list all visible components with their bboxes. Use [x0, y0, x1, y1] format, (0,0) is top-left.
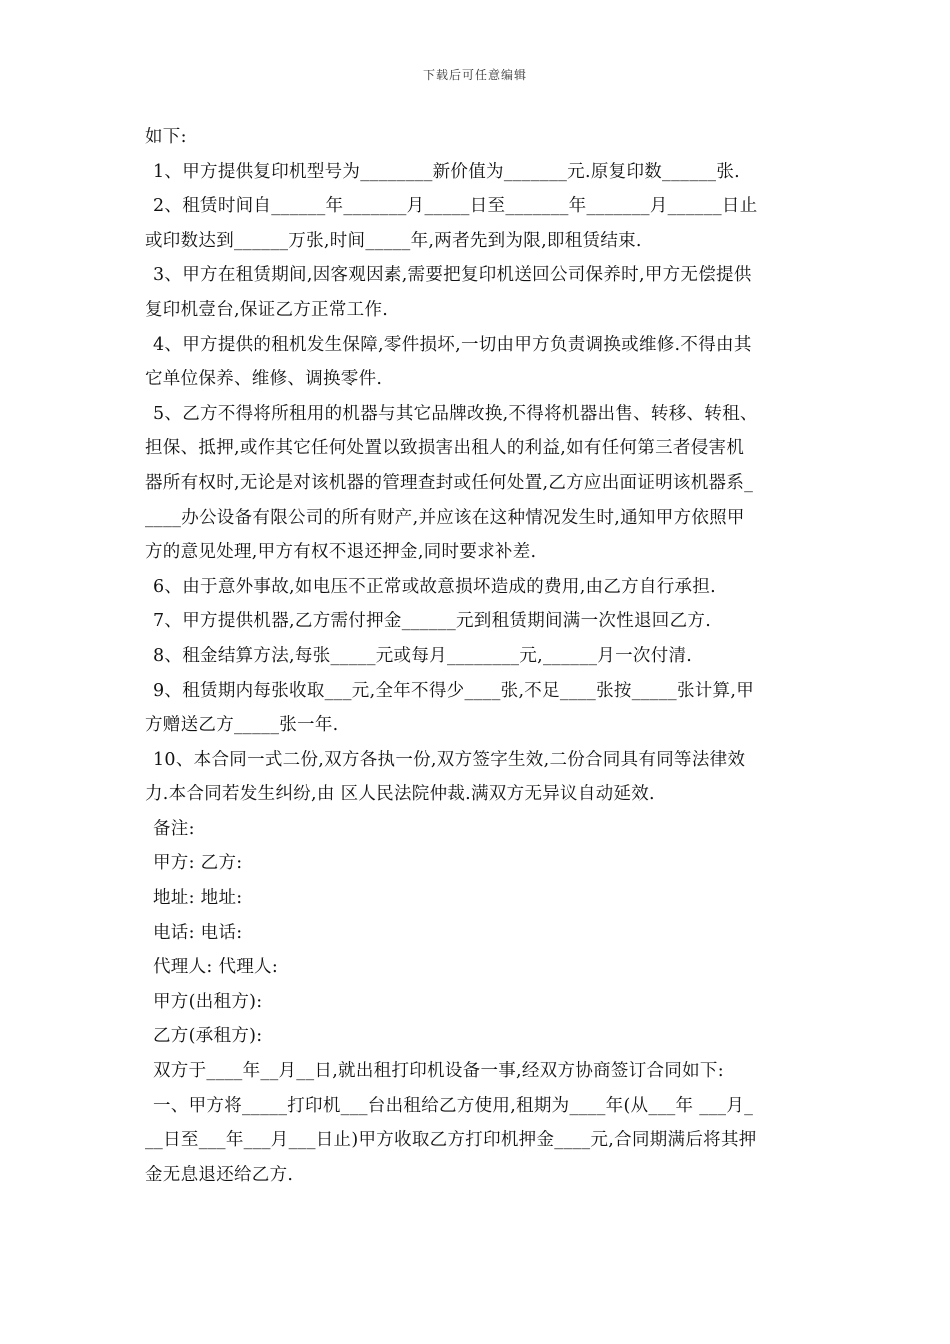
- text-line: 如下:: [145, 127, 187, 147]
- text-line: 甲方(出租方):: [153, 991, 263, 1012]
- text-line: 3、甲方在租赁期间,因客观因素,需要把复印机送回公司保养时,甲方无偿提供: [153, 265, 752, 286]
- text-line: 一、甲方将_____打印机___台出租给乙方使用,租期为____年(从___年 ___月_: [153, 1095, 754, 1116]
- text-line: 地址: 地址:: [153, 888, 243, 909]
- text-line: __日至___年___月___日止)甲方收取乙方打印机押金____元,合同期满后将其押: [145, 1130, 757, 1151]
- text-line: 乙方(承租方):: [153, 1026, 263, 1047]
- text-line: 代理人: 代理人:: [153, 957, 279, 978]
- text-line: 1、甲方提供复印机型号为________新价值为_______元.原复印数______张.: [153, 161, 741, 182]
- text-line: 甲方: 乙方:: [153, 853, 243, 874]
- text-line: 9、租赁期内每张收取___元,全年不得少____张,不足____张按_____张计算,甲: [153, 680, 755, 701]
- text-line: 7、甲方提供机器,乙方需付押金______元到租赁期间满一次性退回乙方.: [153, 611, 712, 632]
- text-line: 方赠送乙方_____张一年.: [145, 715, 339, 736]
- text-line: 力.本合同若发生纠纷,由 区人民法院仲裁.满双方无异议自动延效.: [145, 784, 655, 805]
- text-line: 4、甲方提供的租机发生保障,零件损坏,一切由甲方负责调换或维修.不得由其: [153, 334, 752, 355]
- text-line: 8、租金结算方法,每张_____元或每月________元,______月一次付清.: [153, 645, 693, 666]
- text-line: 备注:: [153, 818, 195, 839]
- text-line: 6、由于意外事故,如电压不正常或故意损坏造成的费用,由乙方自行承担.: [153, 576, 717, 597]
- text-line: 担保、抵押,或作其它任何处置以致损害出租人的利益,如有任何第三者侵害机: [145, 438, 745, 459]
- text-line: ____办公设备有限公司的所有财产,并应该在这种情况发生时,通知甲方依照甲: [145, 507, 745, 528]
- contract-body: [145, 120, 815, 1192]
- text-line: 它单位保养、维修、调换零件.: [145, 369, 383, 390]
- text-line: 2、租赁时间自______年_______月_____日至_______年_______月______日止: [153, 196, 758, 217]
- text-line: 5、乙方不得将所租用的机器与其它品牌改换,不得将机器出售、转移、转租、: [153, 403, 758, 424]
- text-line: 金无息退还给乙方.: [145, 1164, 294, 1185]
- text-line: 双方于____年__月__日,就出租打印机设备一事,经双方协商签订合同如下:: [153, 1061, 724, 1082]
- text-line: 器所有权时,无论是对该机器的管理查封或任何处置,乙方应出面证明该机器系_: [145, 472, 754, 493]
- text-line: 复印机壹台,保证乙方正常工作.: [145, 299, 389, 320]
- text-line: 10、本合同一式二份,双方各执一份,双方签字生效,二份合同具有同等法律效: [153, 749, 746, 770]
- header-note: 下载后可任意编辑: [422, 68, 527, 82]
- text-line: 电话: 电话:: [153, 922, 243, 943]
- text-line: 方的意见处理,甲方有权不退还押金,同时要求补差.: [145, 542, 537, 563]
- text-line: 或印数达到______万张,时间_____年,两者先到为限,即租赁结束.: [145, 230, 642, 251]
